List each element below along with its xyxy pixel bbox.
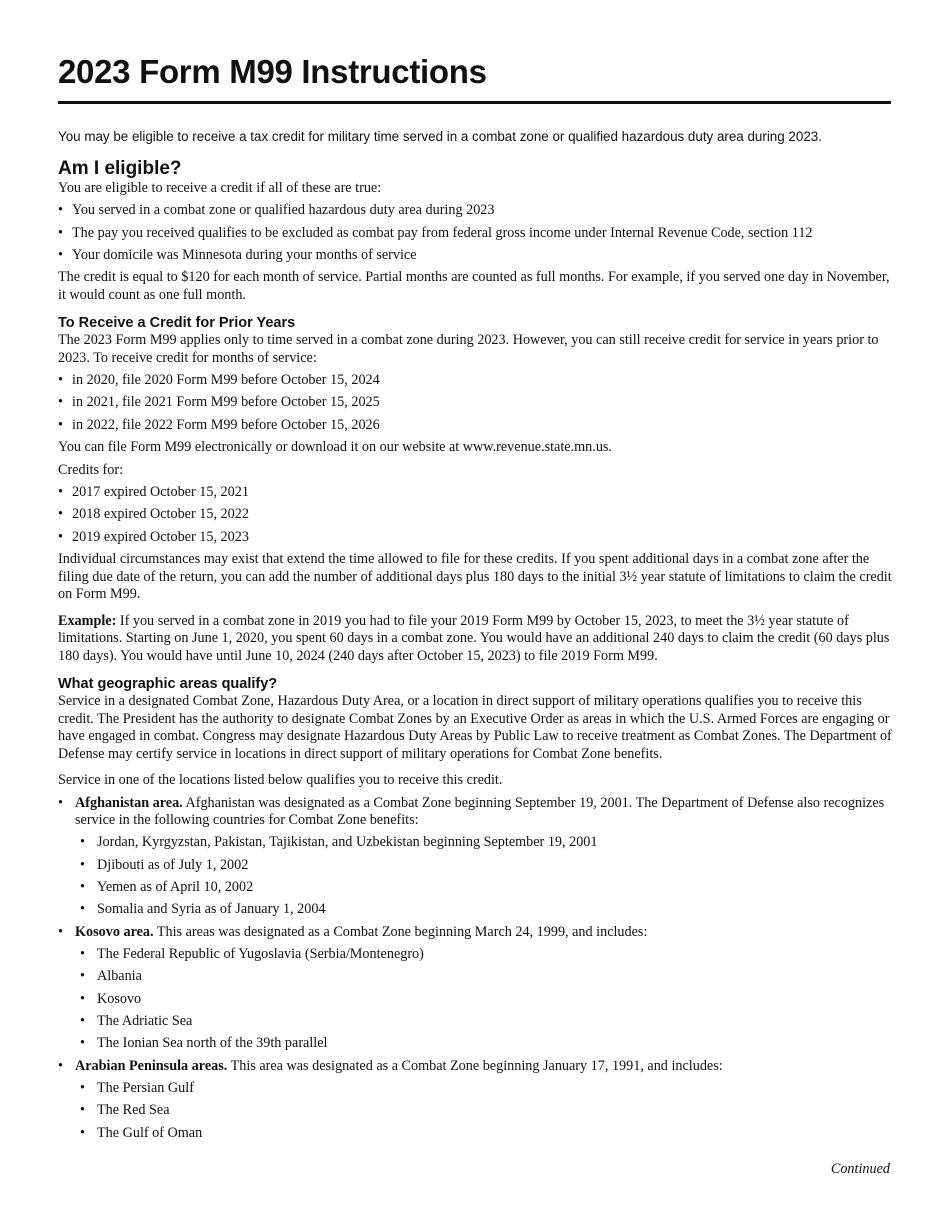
expired-credit-item: • 2018 expired October 15, 2022	[58, 506, 894, 524]
example-label: Example:	[58, 612, 117, 629]
prior-year-item: • in 2022, file 2022 Form M99 before October 15, 2026	[58, 417, 894, 435]
expired-credit-item: • 2017 expired October 15, 2021	[58, 484, 894, 502]
area-arabian-peninsula	[58, 1058, 894, 1142]
afghanistan-sublist	[58, 834, 894, 918]
area-subitem: • Somalia and Syria as of January 1, 2004	[80, 901, 894, 919]
locations-lead: Service in one of the locations listed below qualifies you to receive this credit.	[58, 772, 503, 789]
area-text: This areas was designated as a Combat Zone beginning March 24, 1999, and includes:	[153, 923, 648, 940]
area-subitem: • Kosovo	[80, 991, 894, 1009]
area-label: Arabian Peninsula areas.	[75, 1057, 228, 1074]
area-subitem: • The Adriatic Sea	[80, 1013, 894, 1031]
prior-years-lead: The 2023 Form M99 applies only to time served in a combat zone during 2023. However, you can still receive credit for service in years prior to 2023. To receive credit for months of service:	[58, 332, 879, 366]
areas-heading: What geographic areas qualify?	[58, 676, 278, 693]
page-title: 2023 Form M99 Instructions	[58, 53, 487, 90]
eligible-list	[58, 202, 894, 264]
area-label: Kosovo area.	[75, 923, 154, 940]
example-text: If you served in a combat zone in 2019 you had to file your 2019 Form M99 by October 15, 2023, to meet the 3½ year statute of limitations. Starting on June 1, 2020, you spent 60 days in a combat zone. You would have an additional 240 days to claim the credit (60 days plus 180 days). You would have until June 10, 2024 (240 days after October 15, 2023) to file 2019 Form M99.	[58, 612, 890, 664]
circumstances-text: Individual circumstances may exist that extend the time allowed to file for these credits. If you spent additional days in a combat zone after the filing due date of the return, you can add the number of additional days plus 180 days to the initial 3½ year statute of limitations to claim the credit on Form M99.	[58, 551, 892, 603]
area-subitem: • Djibouti as of July 1, 2002	[80, 857, 894, 875]
example-paragraph	[58, 613, 894, 666]
area-subitem: • The Gulf of Oman	[80, 1125, 894, 1143]
credit-amount-text: The credit is equal to $120 for each month of service. Partial months are counted as full months. For example, if you served one day in November, it would count as one full month.	[58, 269, 890, 303]
areas-lead: Service in a designated Combat Zone, Hazardous Duty Area, or a location in direct support of military operations qualifies you to receive this credit. The President has the authority to designate Combat Zones by an Executive Order as areas in which the U.S. Armed Forces are engaging or have engaged in combat. Congress may designate Hazardous Duty Areas by Public Law to receive treatment as Combat Zones. The Department of Defense may certify service in locations in direct support of military operations for Combat Zone benefits.	[58, 693, 892, 762]
kosovo-sublist	[58, 946, 894, 1053]
prior-years-heading: To Receive a Credit for Prior Years	[58, 315, 296, 332]
area-subitem: • The Red Sea	[80, 1102, 894, 1120]
area-subitem: • Jordan, Kyrgyzstan, Pakistan, Tajikistan, and Uzbekistan beginning September 19, 2001	[80, 834, 894, 852]
prior-year-item: • in 2021, file 2021 Form M99 before October 15, 2025	[58, 394, 894, 412]
continued-label: Continued	[830, 1161, 890, 1177]
area-subitem: • The Federal Republic of Yugoslavia (Serbia/Montenegro)	[80, 946, 894, 964]
areas-list	[58, 795, 894, 1143]
eligible-lead: You are eligible to receive a credit if all of these are true:	[58, 180, 382, 196]
eligible-item: • The pay you received qualifies to be excluded as combat pay from federal gross income under Internal Revenue Code, section 112	[58, 225, 894, 243]
area-subitem: • Yemen as of April 10, 2002	[80, 879, 894, 897]
document-page	[58, 0, 894, 1142]
expired-credits-list	[58, 484, 894, 546]
eligible-heading: Am I eligible?	[58, 158, 182, 179]
area-subitem: • Albania	[80, 968, 894, 986]
area-subitem: • The Persian Gulf	[80, 1080, 894, 1098]
area-kosovo	[58, 924, 894, 1053]
area-text: This area was designated as a Combat Zone beginning January 17, 1991, and includes:	[227, 1057, 723, 1074]
file-electronically-text: You can file Form M99 electronically or download it on our website at www.revenue.state.mn.us.	[58, 439, 612, 456]
intro-text: You may be eligible to receive a tax credit for military time served in a combat zone or qualified hazardous duty area during 2023.	[58, 129, 822, 144]
prior-year-item: • in 2020, file 2020 Form M99 before October 15, 2024	[58, 372, 894, 390]
title-rule	[58, 101, 891, 104]
credits-for-label: Credits for:	[58, 461, 124, 478]
area-subitem: • The Ionian Sea north of the 39th parallel	[80, 1035, 894, 1053]
eligible-item: • Your domicile was Minnesota during your months of service	[58, 247, 894, 265]
eligible-item: • You served in a combat zone or qualified hazardous duty area during 2023	[58, 202, 894, 220]
arabian-sublist	[58, 1080, 894, 1142]
area-afghanistan	[58, 795, 894, 919]
prior-years-list	[58, 372, 894, 434]
area-label: Afghanistan area.	[75, 794, 183, 811]
expired-credit-item: • 2019 expired October 15, 2023	[58, 529, 894, 547]
area-text: Afghanistan was designated as a Combat Zone beginning September 19, 2001. The Department of Defense also recognizes service in the following countries for Combat Zone benefits:	[75, 794, 885, 829]
